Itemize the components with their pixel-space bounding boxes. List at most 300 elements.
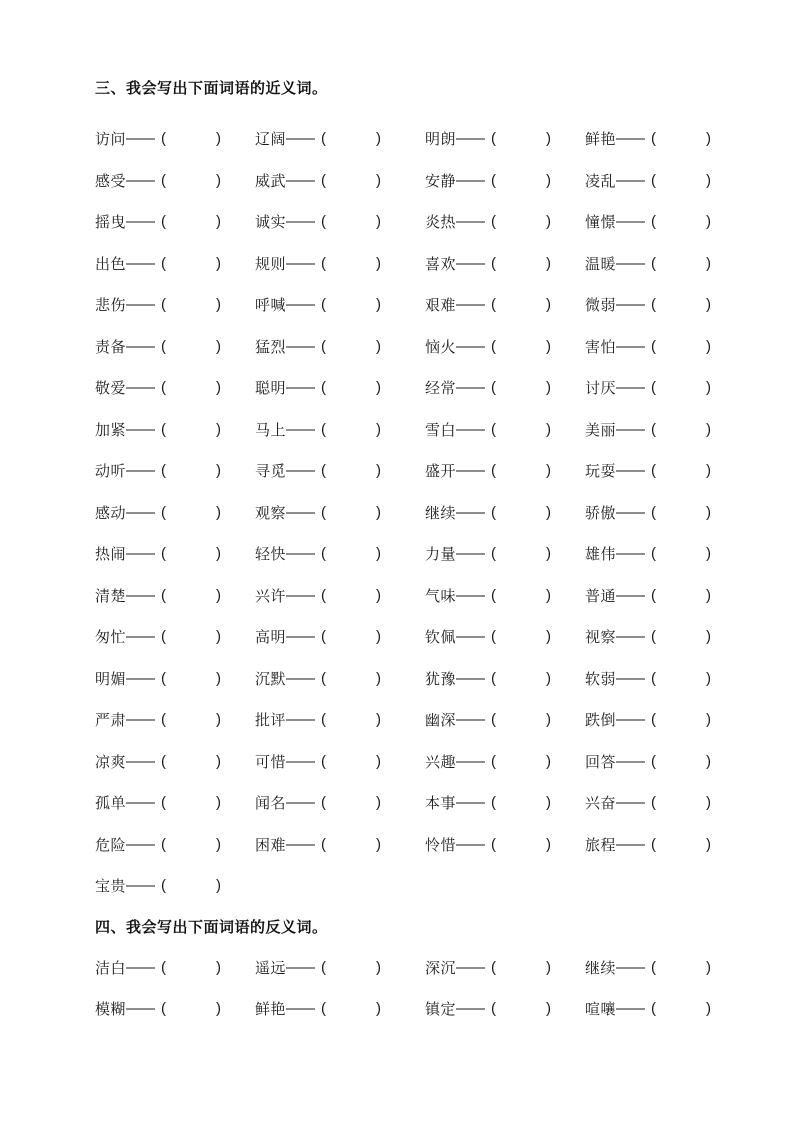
word-item xyxy=(425,834,585,855)
open-paren: ( xyxy=(161,296,167,314)
answer-blank xyxy=(656,629,706,644)
answer-blank xyxy=(326,380,376,395)
dash: —— xyxy=(126,752,155,770)
open-paren: ( xyxy=(321,586,327,604)
word-item xyxy=(585,751,763,772)
open-paren: ( xyxy=(491,337,497,355)
dash: —— xyxy=(456,462,485,480)
word-text: 寻觅 xyxy=(255,463,287,481)
dash: —— xyxy=(126,628,155,646)
open-paren: ( xyxy=(321,296,327,314)
word-item xyxy=(585,460,763,481)
open-paren: ( xyxy=(491,171,497,189)
word-item xyxy=(255,128,425,149)
answer-blank xyxy=(656,380,706,395)
dash: —— xyxy=(456,171,485,189)
word-text: 感受 xyxy=(95,172,127,190)
open-paren: ( xyxy=(651,835,657,853)
answer-blank xyxy=(166,256,216,271)
answer-blank xyxy=(496,1001,546,1016)
dash: —— xyxy=(456,296,485,314)
close-paren: ) xyxy=(376,296,382,314)
word-item xyxy=(95,128,255,149)
close-paren: ) xyxy=(706,171,712,189)
answer-blank xyxy=(326,588,376,603)
close-paren: ) xyxy=(706,958,712,976)
close-paren: ) xyxy=(376,586,382,604)
close-paren: ) xyxy=(546,462,552,480)
open-paren: ( xyxy=(161,379,167,397)
word-row xyxy=(95,284,763,326)
section xyxy=(95,80,763,907)
word-text: 雄伟 xyxy=(585,546,617,564)
dash: —— xyxy=(616,1000,645,1018)
word-text: 艰难 xyxy=(425,297,457,315)
close-paren: ) xyxy=(546,254,552,272)
word-row xyxy=(95,367,763,409)
close-paren: ) xyxy=(216,628,222,646)
close-paren: ) xyxy=(216,337,222,355)
close-paren: ) xyxy=(376,462,382,480)
answer-blank xyxy=(656,837,706,852)
word-text: 继续 xyxy=(425,504,457,522)
word-text: 鲜艳 xyxy=(255,1001,287,1019)
open-paren: ( xyxy=(321,130,327,148)
open-paren: ( xyxy=(161,628,167,646)
answer-blank xyxy=(166,712,216,727)
close-paren: ) xyxy=(376,337,382,355)
word-text: 感动 xyxy=(95,504,127,522)
word-item xyxy=(255,419,425,440)
close-paren: ) xyxy=(706,130,712,148)
close-paren: ) xyxy=(216,379,222,397)
answer-blank xyxy=(496,795,546,810)
dash: —— xyxy=(456,669,485,687)
open-paren: ( xyxy=(651,213,657,231)
word-item xyxy=(255,585,425,606)
dash: —— xyxy=(126,337,155,355)
close-paren: ) xyxy=(216,752,222,770)
open-paren: ( xyxy=(491,462,497,480)
close-paren: ) xyxy=(376,545,382,563)
dash: —— xyxy=(456,1000,485,1018)
close-paren: ) xyxy=(706,462,712,480)
dash: —— xyxy=(616,337,645,355)
close-paren: ) xyxy=(546,171,552,189)
word-item xyxy=(95,998,255,1019)
answer-blank xyxy=(656,960,706,975)
open-paren: ( xyxy=(161,462,167,480)
open-paren: ( xyxy=(651,171,657,189)
open-paren: ( xyxy=(161,337,167,355)
answer-blank xyxy=(166,1001,216,1016)
word-row xyxy=(95,658,763,700)
dash: —— xyxy=(286,545,315,563)
dash: —— xyxy=(286,752,315,770)
open-paren: ( xyxy=(491,752,497,770)
word-text: 孤单 xyxy=(95,795,127,813)
word-text: 访问 xyxy=(95,131,127,149)
answer-blank xyxy=(656,339,706,354)
section xyxy=(95,919,763,1030)
answer-blank xyxy=(166,297,216,312)
answer-blank xyxy=(656,256,706,271)
word-item xyxy=(425,253,585,274)
dash: —— xyxy=(126,420,155,438)
dash: —— xyxy=(616,586,645,604)
dash: —— xyxy=(126,669,155,687)
answer-blank xyxy=(326,754,376,769)
dash: —— xyxy=(286,794,315,812)
open-paren: ( xyxy=(491,586,497,604)
open-paren: ( xyxy=(321,213,327,231)
word-item xyxy=(585,543,763,564)
open-paren: ( xyxy=(491,379,497,397)
close-paren: ) xyxy=(546,711,552,729)
word-text: 危险 xyxy=(95,836,127,854)
word-text: 兴趣 xyxy=(425,753,457,771)
answer-blank xyxy=(496,214,546,229)
section-heading: 四、我会写出下面词语的反义词。 xyxy=(95,918,328,936)
dash: —— xyxy=(616,420,645,438)
close-paren: ) xyxy=(546,1000,552,1018)
answer-blank xyxy=(326,339,376,354)
close-paren: ) xyxy=(216,711,222,729)
word-item xyxy=(585,336,763,357)
word-item xyxy=(585,834,763,855)
dash: —— xyxy=(456,752,485,770)
answer-blank xyxy=(656,546,706,561)
word-item xyxy=(255,170,425,191)
dash: —— xyxy=(286,254,315,272)
answer-blank xyxy=(496,256,546,271)
open-paren: ( xyxy=(321,337,327,355)
word-text: 沉默 xyxy=(255,670,287,688)
close-paren: ) xyxy=(546,213,552,231)
answer-blank xyxy=(166,795,216,810)
word-item xyxy=(95,253,255,274)
word-text: 诚实 xyxy=(255,214,287,232)
dash: —— xyxy=(456,711,485,729)
close-paren: ) xyxy=(216,669,222,687)
word-row xyxy=(95,782,763,824)
close-paren: ) xyxy=(376,958,382,976)
word-item xyxy=(585,792,763,813)
dash: —— xyxy=(286,669,315,687)
word-item xyxy=(425,543,585,564)
close-paren: ) xyxy=(376,420,382,438)
answer-blank xyxy=(166,422,216,437)
open-paren: ( xyxy=(491,711,497,729)
open-paren: ( xyxy=(491,503,497,521)
close-paren: ) xyxy=(216,1000,222,1018)
open-paren: ( xyxy=(161,711,167,729)
close-paren: ) xyxy=(546,628,552,646)
word-item xyxy=(425,709,585,730)
open-paren: ( xyxy=(491,213,497,231)
word-text: 明媚 xyxy=(95,670,127,688)
answer-blank xyxy=(656,754,706,769)
dash: —— xyxy=(126,1000,155,1018)
word-text: 出色 xyxy=(95,255,127,273)
section-heading: 三、我会写出下面词语的近义词。 xyxy=(95,80,328,97)
answer-blank xyxy=(326,1001,376,1016)
open-paren: ( xyxy=(161,254,167,272)
dash: —— xyxy=(286,296,315,314)
dash: —— xyxy=(126,296,155,314)
close-paren: ) xyxy=(546,752,552,770)
answer-blank xyxy=(656,463,706,478)
close-paren: ) xyxy=(706,420,712,438)
open-paren: ( xyxy=(651,337,657,355)
word-item xyxy=(255,957,425,978)
dash: —— xyxy=(286,628,315,646)
word-item xyxy=(425,170,585,191)
answer-blank xyxy=(166,380,216,395)
close-paren: ) xyxy=(216,171,222,189)
word-row xyxy=(95,118,763,160)
open-paren: ( xyxy=(161,835,167,853)
word-text: 玩耍 xyxy=(585,463,617,481)
word-text: 轻快 xyxy=(255,546,287,564)
answer-blank xyxy=(166,131,216,146)
open-paren: ( xyxy=(651,752,657,770)
word-text: 辽阔 xyxy=(255,131,287,149)
dash: —— xyxy=(616,628,645,646)
answer-blank xyxy=(166,754,216,769)
word-text: 敬爱 xyxy=(95,380,127,398)
answer-blank xyxy=(496,837,546,852)
word-item xyxy=(95,170,255,191)
word-row xyxy=(95,741,763,783)
open-paren: ( xyxy=(651,628,657,646)
dash: —— xyxy=(286,835,315,853)
word-item xyxy=(95,751,255,772)
open-paren: ( xyxy=(321,545,327,563)
close-paren: ) xyxy=(376,794,382,812)
close-paren: ) xyxy=(376,379,382,397)
word-text: 继续 xyxy=(585,959,617,977)
open-paren: ( xyxy=(651,420,657,438)
answer-blank xyxy=(496,712,546,727)
answer-blank xyxy=(326,463,376,478)
close-paren: ) xyxy=(546,296,552,314)
dash: —— xyxy=(616,171,645,189)
answer-blank xyxy=(326,795,376,810)
word-row xyxy=(95,947,763,989)
dash: —— xyxy=(616,752,645,770)
word-item xyxy=(255,626,425,647)
word-text: 凌乱 xyxy=(585,172,617,190)
close-paren: ) xyxy=(546,958,552,976)
word-text: 本事 xyxy=(425,795,457,813)
dash: —— xyxy=(456,254,485,272)
word-item xyxy=(255,460,425,481)
word-text: 美丽 xyxy=(585,421,617,439)
dash: —— xyxy=(616,669,645,687)
open-paren: ( xyxy=(491,130,497,148)
word-row xyxy=(95,326,763,368)
word-item xyxy=(95,336,255,357)
close-paren: ) xyxy=(376,752,382,770)
answer-blank xyxy=(656,173,706,188)
dash: —— xyxy=(126,877,155,895)
answer-blank xyxy=(656,588,706,603)
dash: —— xyxy=(616,379,645,397)
word-text: 气味 xyxy=(425,587,457,605)
close-paren: ) xyxy=(546,337,552,355)
dash: —— xyxy=(286,1000,315,1018)
answer-blank xyxy=(496,629,546,644)
word-text: 喧嚷 xyxy=(585,1001,617,1019)
dash: —— xyxy=(456,586,485,604)
word-item xyxy=(95,377,255,398)
answer-blank xyxy=(166,629,216,644)
word-text: 雪白 xyxy=(425,421,457,439)
close-paren: ) xyxy=(706,379,712,397)
dash: —— xyxy=(286,213,315,231)
open-paren: ( xyxy=(491,835,497,853)
word-text: 微弱 xyxy=(585,297,617,315)
word-item xyxy=(95,668,255,689)
answer-blank xyxy=(166,837,216,852)
open-paren: ( xyxy=(491,296,497,314)
word-text: 镇定 xyxy=(425,1001,457,1019)
open-paren: ( xyxy=(161,1000,167,1018)
dash: —— xyxy=(286,503,315,521)
open-paren: ( xyxy=(491,254,497,272)
close-paren: ) xyxy=(216,835,222,853)
answer-blank xyxy=(496,173,546,188)
close-paren: ) xyxy=(216,586,222,604)
open-paren: ( xyxy=(161,877,167,895)
word-item xyxy=(95,834,255,855)
word-text: 兴奋 xyxy=(585,795,617,813)
dash: —— xyxy=(456,628,485,646)
dash: —— xyxy=(286,586,315,604)
close-paren: ) xyxy=(706,1000,712,1018)
word-item xyxy=(585,170,763,191)
answer-blank xyxy=(496,505,546,520)
close-paren: ) xyxy=(216,877,222,895)
word-row xyxy=(95,160,763,202)
close-paren: ) xyxy=(216,296,222,314)
answer-blank xyxy=(496,297,546,312)
close-paren: ) xyxy=(546,130,552,148)
word-item xyxy=(95,211,255,232)
word-item xyxy=(425,460,585,481)
word-item xyxy=(255,709,425,730)
word-row xyxy=(95,824,763,866)
open-paren: ( xyxy=(651,1000,657,1018)
answer-blank xyxy=(166,671,216,686)
close-paren: ) xyxy=(376,1000,382,1018)
dash: —— xyxy=(616,545,645,563)
answer-blank xyxy=(496,754,546,769)
close-paren: ) xyxy=(706,296,712,314)
word-text: 清楚 xyxy=(95,587,127,605)
word-text: 洁白 xyxy=(95,959,127,977)
answer-blank xyxy=(166,546,216,561)
word-item xyxy=(255,792,425,813)
open-paren: ( xyxy=(651,296,657,314)
dash: —— xyxy=(286,462,315,480)
word-item xyxy=(425,668,585,689)
word-item xyxy=(255,377,425,398)
word-text: 观察 xyxy=(255,504,287,522)
open-paren: ( xyxy=(161,213,167,231)
answer-blank xyxy=(166,214,216,229)
dash: —— xyxy=(456,545,485,563)
word-text: 跌倒 xyxy=(585,712,617,730)
word-text: 犹豫 xyxy=(425,670,457,688)
open-paren: ( xyxy=(161,171,167,189)
answer-blank xyxy=(326,671,376,686)
dash: —— xyxy=(126,379,155,397)
word-text: 害怕 xyxy=(585,338,617,356)
dash: —— xyxy=(126,711,155,729)
open-paren: ( xyxy=(651,379,657,397)
answer-blank xyxy=(496,671,546,686)
open-paren: ( xyxy=(491,958,497,976)
word-item xyxy=(585,128,763,149)
word-text: 责备 xyxy=(95,338,127,356)
answer-blank xyxy=(326,837,376,852)
open-paren: ( xyxy=(651,462,657,480)
word-item xyxy=(95,626,255,647)
answer-blank xyxy=(656,795,706,810)
word-row xyxy=(95,988,763,1030)
open-paren: ( xyxy=(651,586,657,604)
dash: —— xyxy=(456,503,485,521)
answer-blank xyxy=(326,546,376,561)
word-item xyxy=(425,419,585,440)
dash: —— xyxy=(616,958,645,976)
answer-blank xyxy=(656,214,706,229)
answer-blank xyxy=(166,878,216,893)
word-row xyxy=(95,243,763,285)
answer-blank xyxy=(166,588,216,603)
close-paren: ) xyxy=(216,213,222,231)
word-item xyxy=(425,211,585,232)
close-paren: ) xyxy=(546,379,552,397)
word-text: 回答 xyxy=(585,753,617,771)
close-paren: ) xyxy=(216,958,222,976)
word-text: 深沉 xyxy=(425,959,457,977)
open-paren: ( xyxy=(321,835,327,853)
word-item xyxy=(425,998,585,1019)
word-item xyxy=(95,709,255,730)
open-paren: ( xyxy=(321,669,327,687)
open-paren: ( xyxy=(491,545,497,563)
dash: —— xyxy=(616,794,645,812)
answer-blank xyxy=(656,1001,706,1016)
word-text: 憧憬 xyxy=(585,214,617,232)
word-row xyxy=(95,575,763,617)
dash: —— xyxy=(456,420,485,438)
word-item xyxy=(425,957,585,978)
word-item xyxy=(255,834,425,855)
answer-blank xyxy=(166,463,216,478)
word-item xyxy=(255,211,425,232)
close-paren: ) xyxy=(546,420,552,438)
word-text: 闻名 xyxy=(255,795,287,813)
word-item xyxy=(95,460,255,481)
dash: —— xyxy=(126,545,155,563)
close-paren: ) xyxy=(706,545,712,563)
answer-blank xyxy=(496,546,546,561)
word-text: 热闹 xyxy=(95,546,127,564)
